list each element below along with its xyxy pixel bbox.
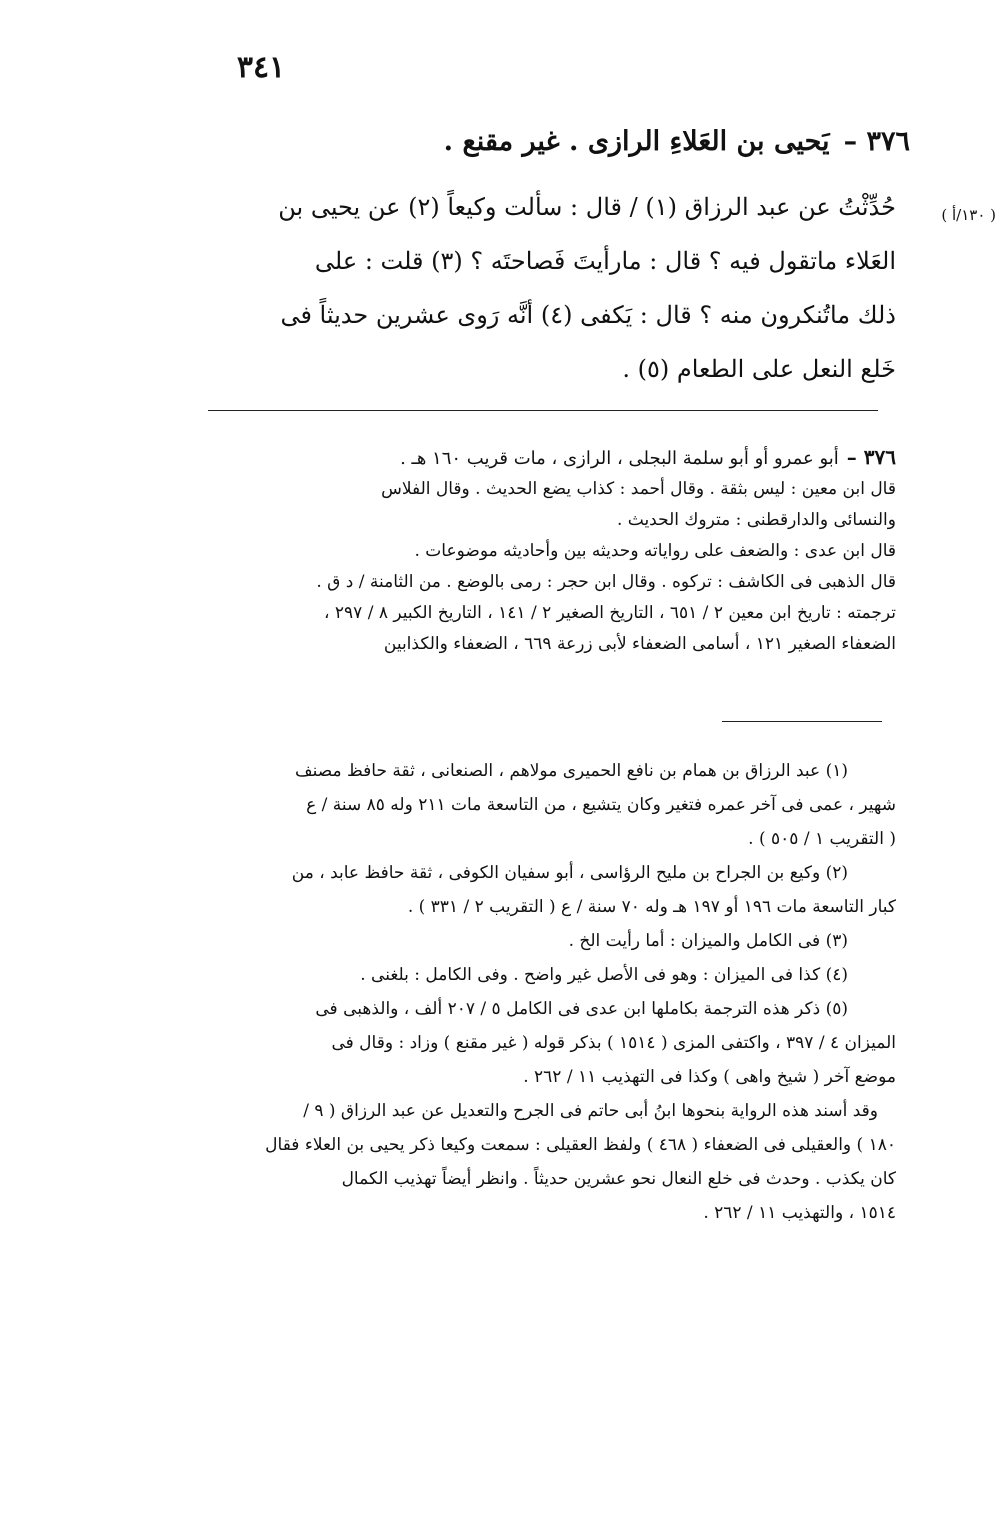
footnote-line: (٣) فى الكامل والميزان : أما رأيت الخ .: [568, 931, 848, 951]
bio-line: قال ابن معين : ليس بثقة . وقال أحمد : كذاب يضع الحديث . وقال الفلاس: [381, 479, 896, 499]
footnote-line: وقد أسند هذه الرواية بنحوها ابنُ أبى حاتم فى الجرح والتعديل عن عبد الرزاق ( ٩ /: [303, 1101, 878, 1121]
footnote-line: (٤) كذا فى الميزان : وهو فى الأصل غير واضح . وفى الكامل : بلغنى .: [360, 965, 848, 985]
section-divider: [208, 410, 878, 411]
bio-first-line: [196, 442, 896, 474]
footnote-divider: [722, 721, 882, 722]
footnote-line: كان يكذب . وحدث فى خلع النعال نحو عشرين حديثاً . وانظر أيضاً تهذيب الكمال: [341, 1169, 896, 1189]
footnote-line: كبار التاسعة مات ١٩٦ أو ١٩٧ هـ وله ٧٠ سنة / ع ( التقريب ٢ / ٣٣١ ) .: [407, 897, 896, 917]
entry-heading: [210, 124, 910, 159]
entry-title: يَحيى بن العَلاءِ الرازى . غير مقنع .: [443, 126, 830, 157]
footnote-line: الميزان ٤ / ٣٩٧ ، واكتفى المزى ( ١٥١٤ ) بذكر قوله ( غير مقنع ) وزاد : وقال فى: [331, 1033, 896, 1053]
footnote-line: ١٨٠ ) والعقيلى فى الضعفاء ( ٤٦٨ ) ولفظ العقيلى : سمعت وكيعا ذكر يحيى بن العلاء فقال: [265, 1135, 896, 1155]
footnote-line: ١٥١٤ ، والتهذيب ١١ / ٢٦٢ .: [703, 1203, 896, 1223]
footnote-line: ( التقريب ١ / ٥٠٥ ) .: [748, 829, 896, 849]
footnote-line: (٥) ذكر هذه الترجمة بكاملها ابن عدى فى الكامل ٥ / ٢٠٧ ألف ، والذهبى فى: [315, 999, 848, 1019]
main-text: [206, 180, 896, 396]
bio-first-line-text: أبو عمرو أو أبو سلمة البجلى ، الرازى ، مات قريب ١٦٠ هـ .: [400, 448, 839, 469]
bio-line: الضعفاء الصغير ١٢١ ، أسامى الضعفاء لأبى زرعة ٦٦٩ ، الضعفاء والكذابين: [383, 634, 896, 654]
margin-folio-reference: ( ١٣٠/أ ): [941, 206, 996, 224]
bio-line: ترجمته : تاريخ ابن معين ٢ / ٦٥١ ، التاريخ الصغير ٢ / ١٤١ ، التاريخ الكبير ٨ / ٢٩٧ ،: [324, 603, 896, 623]
bio-entry-number: ٣٧٦ –: [846, 445, 896, 469]
footnote-line: موضع آخر ( شيخ واهى ) وكذا فى التهذيب ١١ / ٢٦٢ .: [523, 1067, 896, 1087]
footnote-line: (١) عبد الرزاق بن همام بن نافع الحميرى مولاهم ، الصنعانى ، ثقة حافظ مصنف: [295, 761, 848, 781]
page-number: ٣٤١: [236, 50, 286, 85]
footnote-line: شهير ، عمى فى آخر عمره فتغير وكان يتشيع ، من التاسعة مات ٢١١ وله ٨٥ سنة / ع: [306, 795, 896, 815]
footnotes: [186, 754, 896, 1230]
main-text-line: خَلع النعل على الطعام (٥) .: [622, 355, 896, 383]
entry-number: ٣٧٦ –: [843, 126, 910, 157]
biography-note: [196, 442, 896, 660]
bio-line: والنسائى والدارقطنى : متروك الحديث .: [616, 510, 896, 530]
bio-line: قال الذهبى فى الكاشف : تركوه . وقال ابن حجر : رمى بالوضع . من الثامنة / د ق .: [316, 572, 896, 592]
main-text-line: ذلك ماتُنكرون منه ؟ قال : يَكفى (٤) أنَّه رَوى عشرين حديثاً فى: [280, 301, 896, 329]
main-text-line: العَلاء ماتقول فيه ؟ قال : مارأيتَ فَصاحتَه ؟ (٣) قلت : على: [314, 247, 896, 275]
footnote-line: (٢) وكيع بن الجراح بن مليح الرؤاسى ، أبو سفيان الكوفى ، ثقة حافظ عابد ، من: [291, 863, 848, 883]
bio-line: قال ابن عدى : والضعف على رواياته وحديثه بين وأحاديثه موضوعات .: [414, 541, 896, 561]
main-text-line: حُدِّثْتُ عن عبد الرزاق (١) / قال : سألت وكيعاً (٢) عن يحيى بن: [278, 193, 896, 221]
